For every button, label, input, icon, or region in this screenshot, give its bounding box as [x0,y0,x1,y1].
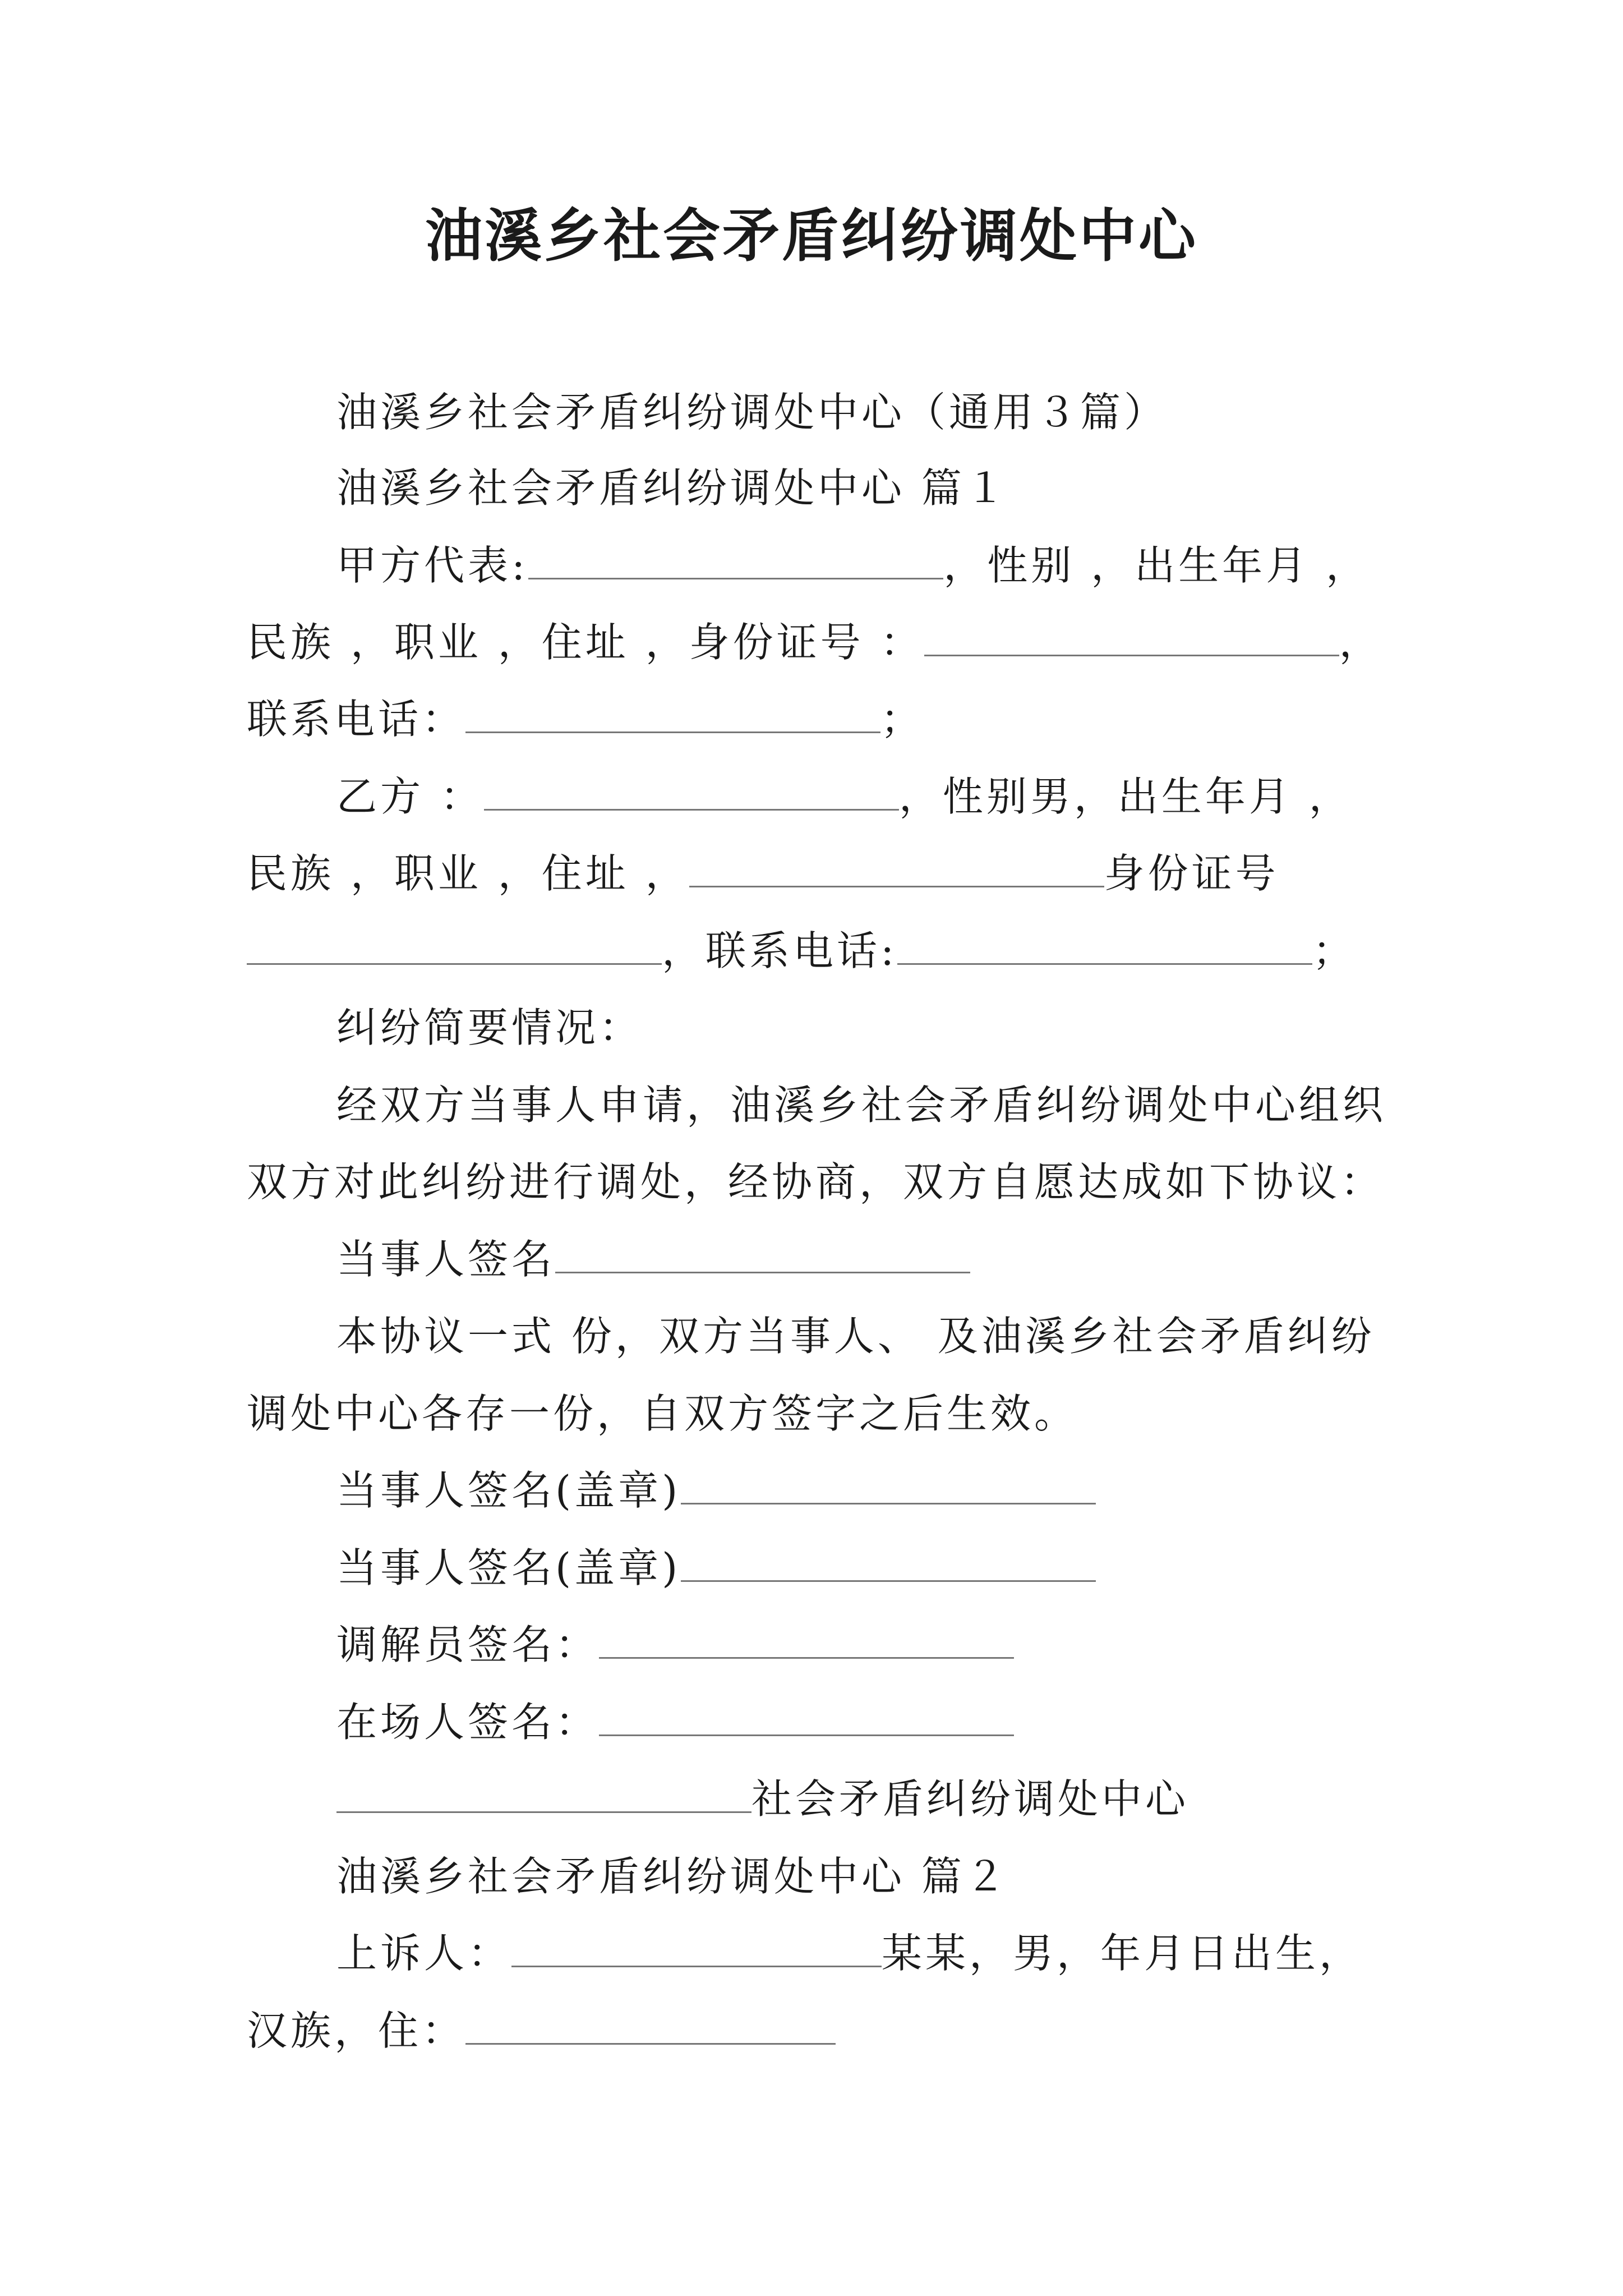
party-a-name-blank [528,544,943,579]
document-title: 油溪乡社会矛盾纠纷调处中心 [425,203,1198,270]
appellant-line1 [336,1925,1363,1981]
section1-heading: 油溪乡社会矛盾纠纷调处中心 篇１ [336,464,1009,512]
seal-sign-label-1: 当事人签名(盖章) [336,1467,681,1514]
party-a-line2-end: ， [1339,619,1383,666]
seal-sign-label-2: 当事人签名(盖章) [336,1544,681,1591]
party-a-phone-end: ； [880,696,925,743]
center-name-line [336,1771,1189,1827]
seal-sign-line-1 [336,1462,1096,1519]
mediator-sign-line [336,1617,1014,1673]
party-a-id-blank [924,621,1339,656]
party-b-line1 [336,769,1353,825]
dispute-summary: 纠纷简要情况： [336,1004,643,1051]
appellant-line2 [247,2003,836,2059]
party-signature-line [336,1231,970,1287]
mediator-sign-label: 调解员签名： [336,1621,600,1668]
party-b-line3 [247,923,1356,979]
party-signature-label: 当事人签名 [336,1236,556,1283]
document-subtitle: 油溪乡社会矛盾纠纷调处中心（通用３篇） [336,389,1168,436]
party-b-id-blank [247,930,662,965]
party-b-line2-start: 民族 ，职业 ，住址 ， [247,850,689,897]
seal-sign-blank-2 [681,1547,1096,1582]
center-name: 社会矛盾纠纷调处中心 [751,1775,1189,1823]
appellant-address-blank [465,2009,836,2045]
mediator-sign-blank [599,1623,1014,1659]
center-name-blank [336,1778,751,1813]
party-b-after-blank: ，性别男，出生年月 ， [898,773,1353,820]
section2-heading: 油溪乡社会矛盾纠纷调处中心 篇２ [336,1853,1009,1900]
party-b-address-blank [689,852,1104,887]
seal-sign-line-2 [336,1540,1096,1596]
party-a-line3 [247,691,924,747]
appellant-label: 上诉人： [336,1930,512,1977]
seal-sign-blank-1 [681,1469,1096,1504]
appellant-name-blank [511,1932,882,1967]
mediation-paragraph-line1: 经双方当事人申请，油溪乡社会矛盾纠纷调处中心组织 [336,1082,1387,1129]
party-a-phone-blank [465,698,880,733]
party-b-label: 乙方 ： [336,773,484,820]
party-signature-blank [555,1238,970,1273]
witness-sign-line [336,1694,1014,1750]
party-a-after-blank: ，性别 ，出生年月 ， [943,542,1370,589]
party-b-line3-end: ； [1312,927,1357,974]
party-b-line3-mid: ，联系电话: [662,927,898,974]
party-b-phone-blank [897,930,1312,965]
witness-sign-label: 在场人签名： [336,1699,600,1746]
party-a-label: 甲方代表: [336,542,529,589]
appellant-after-blank: 某某，男，年月日出生， [882,1930,1363,1977]
party-a-line2-start: 民族 ，职业 ，住址 ，身份证号 ： [247,619,924,666]
party-a-line2 [247,614,1383,670]
copies-paragraph-line2: 调处中心各存一份，自双方签字之后生效。 [247,1390,1078,1437]
appellant-line2-start: 汉族，住： [247,2007,466,2054]
party-b-line2-end: 身份证号 [1104,850,1279,897]
mediation-paragraph-line2: 双方对此纠纷进行调处，经协商，双方自愿达成如下协议： [247,1158,1385,1205]
party-b-line2 [247,845,1279,901]
copies-paragraph-line1: 本协议一式 份，双方当事人、 及油溪乡社会矛盾纠纷 [336,1313,1375,1360]
witness-sign-blank [599,1701,1014,1736]
party-a-line1 [336,537,1370,593]
party-a-phone-label: 联系电话： [247,696,466,743]
party-b-name-blank [484,775,899,811]
